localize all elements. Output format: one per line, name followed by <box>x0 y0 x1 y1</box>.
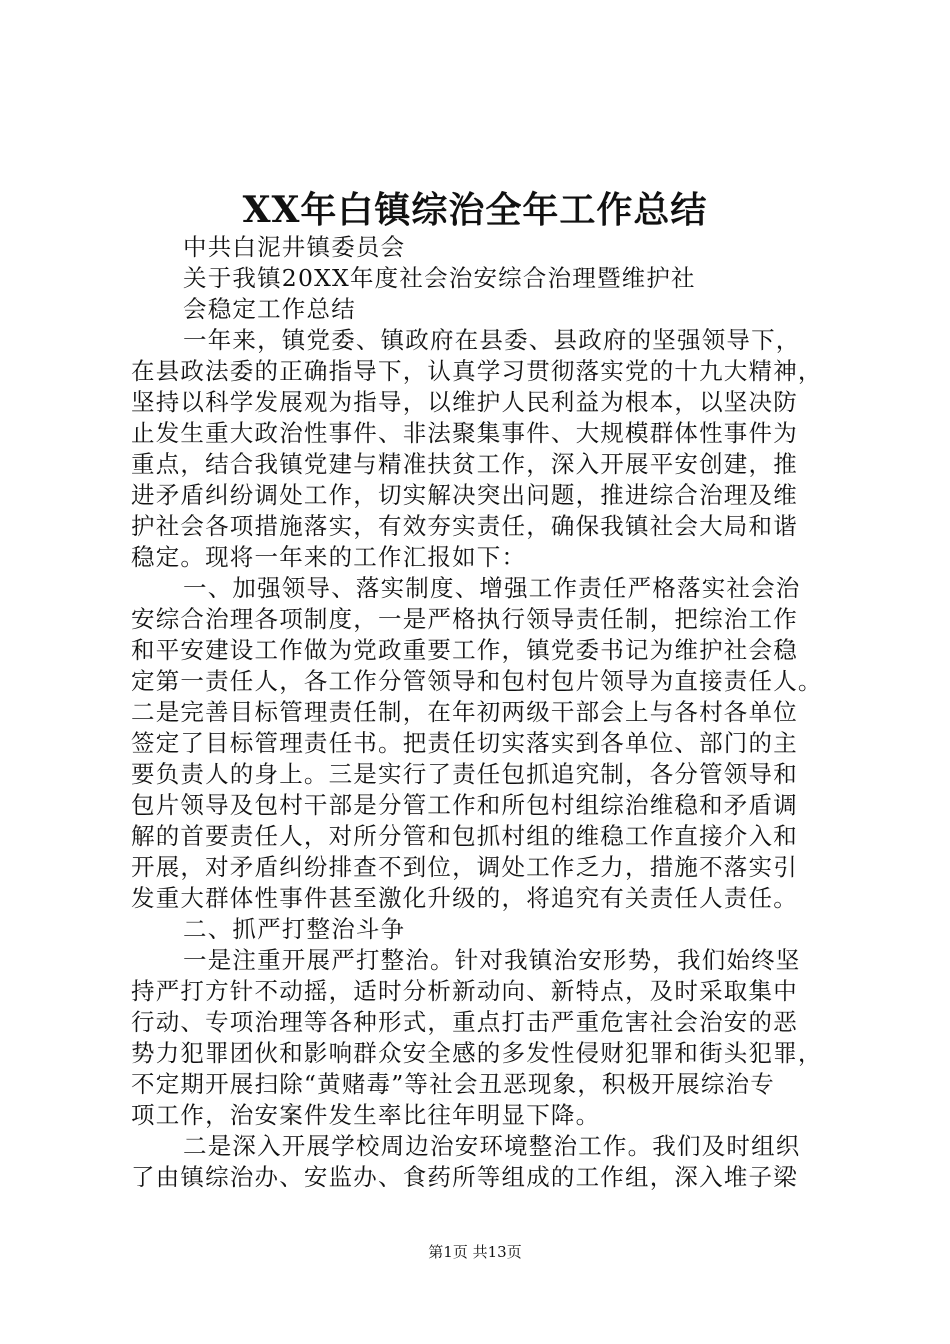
section-heading: 二、抓严打整治斗争 <box>183 915 406 943</box>
body-line: 二是完善目标管理责任制，在年初两级干部会上与各村各单位 <box>131 698 798 726</box>
body-line: 开展，对矛盾纠纷排查不到位，调处工作乏力，措施不落实引 <box>131 853 798 881</box>
body-line: 一、加强领导、落实制度、增强工作责任严格落实社会治 <box>183 574 801 602</box>
body-line: 要负责人的身上。三是实行了责任包抓追究制，各分管领导和 <box>131 760 798 788</box>
body-line: 一是注重开展严打整治。针对我镇治安形势，我们始终坚 <box>183 946 801 974</box>
body-line: 签定了目标管理责任书。把责任切实落实到各单位、部门的主 <box>131 729 798 757</box>
page-number-footer: 第1页 共13页 <box>428 1243 522 1261</box>
body-line: 和平安建设工作做为党政重要工作，镇党委书记为维护社会稳 <box>131 636 798 664</box>
body-line: 关于我镇20XX年度社会治安综合治理暨维护社 <box>183 264 696 292</box>
body-line: 中共白泥井镇委员会 <box>183 233 406 261</box>
body-line: 不定期开展扫除“黄赌毒”等社会丑恶现象，积极开展综治专 <box>131 1070 775 1098</box>
body-line: 包片领导及包村干部是分管工作和所包村组综治维稳和矛盾调 <box>131 791 798 819</box>
body-line: 会稳定工作总结 <box>183 295 356 323</box>
document-title: XX年白镇综治全年工作总结 <box>242 189 708 231</box>
body-line: 持严打方针不动摇，适时分析新动向、新特点，及时采取集中 <box>131 977 798 1005</box>
body-line: 重点，结合我镇党建与精准扶贫工作，深入开展平安创建，推 <box>131 450 798 478</box>
body-line: 止发生重大政治性事件、非法聚集事件、大规模群体性事件为 <box>131 419 798 447</box>
body-line: 一年来，镇党委、镇政府在县委、县政府的坚强领导下， <box>183 326 801 354</box>
body-line: 进矛盾纠纷调处工作，切实解决突出问题，推进综合治理及维 <box>131 481 798 509</box>
body-line: 护社会各项措施落实，有效夯实责任，确保我镇社会大局和谐 <box>131 512 798 540</box>
body-line: 项工作，治安案件发生率比往年明显下降。 <box>131 1101 601 1129</box>
body-line: 解的首要责任人，对所分管和包抓村组的维稳工作直接介入和 <box>131 822 798 850</box>
body-line: 行动、专项治理等各种形式，重点打击严重危害社会治安的恶 <box>131 1008 798 1036</box>
body-line: 安综合治理各项制度，一是严格执行领导责任制，把综治工作 <box>131 605 798 633</box>
body-line: 坚持以科学发展观为指导，以维护人民利益为根本，以坚决防 <box>131 388 798 416</box>
body-line: 势力犯罪团伙和影响群众安全感的多发性侵财犯罪和街头犯罪， <box>131 1039 823 1067</box>
body-line: 二是深入开展学校周边治安环境整治工作。我们及时组织 <box>183 1132 801 1160</box>
body-line: 发重大群体性事件甚至激化升级的，将追究有关责任人责任。 <box>131 884 798 912</box>
body-line: 稳定。现将一年来的工作汇报如下： <box>131 543 527 571</box>
body-line: 了由镇综治办、安监办、食药所等组成的工作组，深入堆子梁 <box>131 1163 798 1191</box>
body-line: 定第一责任人，各工作分管领导和包村包片领导为直接责任人。 <box>131 667 823 695</box>
document-body <box>131 232 851 1193</box>
body-line: 在县政法委的正确指导下，认真学习贯彻落实党的十九大精神， <box>131 357 823 385</box>
